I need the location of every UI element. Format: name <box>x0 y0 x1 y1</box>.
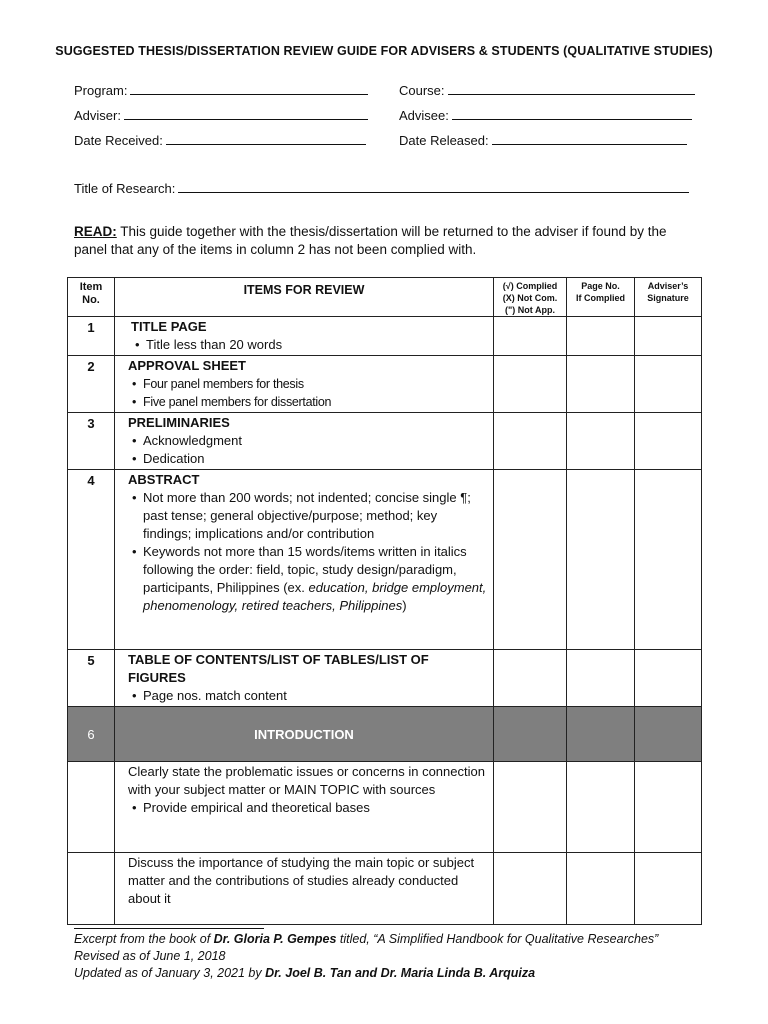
course-label: Course: <box>399 83 445 98</box>
item-number <box>68 762 115 853</box>
date-received-field <box>74 132 366 148</box>
item-content <box>115 762 494 853</box>
review-table <box>67 277 702 925</box>
list-item: • Keywords not more than 15 words/items written in italics following the order: field, topic, study design/paradigm, participants, Philippines (ex. education, bridge employment, phenomenology, retired teachers, Philippines) <box>128 543 487 615</box>
list-item: • Five panel members for dissertation <box>128 393 487 411</box>
advisee-field <box>399 107 692 123</box>
adviser-signature-cell[interactable] <box>635 356 702 413</box>
program-blank-line <box>130 82 368 95</box>
page-title: SUGGESTED THESIS/DISSERTATION REVIEW GUIDE FOR ADVISERS & STUDENTS (QUALITATIVE STUDIES) <box>55 44 713 58</box>
section-title: TABLE OF CONTENTS/LIST OF TABLES/LIST OF FIGURES <box>128 652 429 685</box>
read-text: This guide together with the thesis/dissertation will be returned to the adviser if found by the panel that any of the items in column 2 has not been complied with. <box>74 224 667 257</box>
program-field <box>74 82 368 98</box>
date-released-field <box>399 132 687 148</box>
section-title: ABSTRACT <box>128 472 200 487</box>
section-title: APPROVAL SHEET <box>128 358 246 373</box>
page-no-cell[interactable] <box>567 650 635 707</box>
adviser-blank-line <box>124 107 368 120</box>
table-header-row <box>68 278 702 317</box>
compliance-status-cell[interactable] <box>494 413 567 470</box>
item-content <box>115 317 494 356</box>
advisee-label: Advisee: <box>399 108 449 123</box>
adviser-field <box>74 107 368 123</box>
table-row <box>68 470 702 650</box>
section-title: TITLE PAGE <box>131 319 207 334</box>
course-field <box>399 82 695 98</box>
footer-update-line: Updated as of January 3, 2021 by Dr. Joel B. Tan and Dr. Maria Linda B. Arquiza <box>74 966 536 980</box>
title-of-research-label: Title of Research: <box>74 181 176 196</box>
adviser-label: Adviser: <box>74 108 121 123</box>
table-row <box>68 762 702 853</box>
item-number <box>68 853 115 925</box>
list-item: • Acknowledgment <box>128 432 487 450</box>
item-content <box>115 356 494 413</box>
section-header-row <box>68 707 702 762</box>
compliance-status-cell[interactable] <box>494 650 567 707</box>
page-no-cell[interactable] <box>567 762 635 853</box>
compliance-status-cell <box>494 707 567 762</box>
compliance-status-cell[interactable] <box>494 853 567 925</box>
items-for-review-header: ITEMS FOR REVIEW <box>115 278 494 317</box>
table-row <box>68 650 702 707</box>
list-item: • Title less than 20 words <box>131 336 487 354</box>
item-content <box>115 470 494 650</box>
compliance-status-header: (√) Complied (X) Not Com. (") Not App. <box>494 278 567 317</box>
date-received-blank-line <box>166 132 366 145</box>
date-received-label: Date Received: <box>74 133 163 148</box>
page-no-cell[interactable] <box>567 413 635 470</box>
course-blank-line <box>448 82 695 95</box>
intro-item-text: Discuss the importance of studying the main topic or subject matter and the contributions of studies already conducted about it <box>128 855 475 906</box>
page-no-cell[interactable] <box>567 853 635 925</box>
date-released-label: Date Released: <box>399 133 489 148</box>
item-no-header: Item No. <box>68 278 115 317</box>
list-item: • Four panel members for thesis <box>128 375 487 393</box>
section-title: INTRODUCTION <box>115 707 494 762</box>
item-content <box>115 413 494 470</box>
date-released-blank-line <box>492 132 687 145</box>
item-number: 1 <box>68 317 115 356</box>
footer-revision-line: Revised as of June 1, 2018 <box>74 949 226 963</box>
read-label: READ: <box>74 224 117 239</box>
footer-note <box>74 931 658 982</box>
title-of-research-blank-line <box>178 180 689 193</box>
page-no-cell[interactable] <box>567 317 635 356</box>
compliance-status-cell[interactable] <box>494 356 567 413</box>
item-number: 5 <box>68 650 115 707</box>
program-label: Program: <box>74 83 128 98</box>
page-no-cell[interactable] <box>567 356 635 413</box>
compliance-status-cell[interactable] <box>494 317 567 356</box>
compliance-status-cell[interactable] <box>494 470 567 650</box>
read-note <box>74 223 694 259</box>
table-row <box>68 853 702 925</box>
adviser-signature-cell <box>635 707 702 762</box>
adviser-signature-cell[interactable] <box>635 762 702 853</box>
footer-divider <box>74 928 264 929</box>
list-item: • Provide empirical and theoretical bases <box>128 799 487 817</box>
adviser-signature-cell[interactable] <box>635 413 702 470</box>
adviser-signature-cell[interactable] <box>635 650 702 707</box>
item-number: 2 <box>68 356 115 413</box>
advisee-blank-line <box>452 107 692 120</box>
item-number: 6 <box>68 707 115 762</box>
section-title: PRELIMINARIES <box>128 415 230 430</box>
page-no-header: Page No. If Complied <box>567 278 635 317</box>
item-content <box>115 650 494 707</box>
title-of-research-field <box>74 180 689 196</box>
page-no-cell <box>567 707 635 762</box>
adviser-signature-header: Adviser’s Signature <box>635 278 702 317</box>
table-row <box>68 356 702 413</box>
list-item: • Dedication <box>128 450 487 468</box>
list-item: • Page nos. match content <box>128 687 487 705</box>
list-item: • Not more than 200 words; not indented; concise single ¶; past tense; general objective/purpose; method; key findings; implications and/or contribution <box>128 489 487 543</box>
footer-source-line: Excerpt from the book of Dr. Gloria P. Gempes titled, “A Simplified Handbook for Qualitative Researches” <box>74 932 659 946</box>
table-row <box>68 413 702 470</box>
item-number: 3 <box>68 413 115 470</box>
page-no-cell[interactable] <box>567 470 635 650</box>
intro-item-text: Clearly state the problematic issues or concerns in connection with your subject matter or MAIN TOPIC with sources <box>128 764 485 797</box>
adviser-signature-cell[interactable] <box>635 317 702 356</box>
adviser-signature-cell[interactable] <box>635 853 702 925</box>
item-number: 4 <box>68 470 115 650</box>
table-row <box>68 317 702 356</box>
adviser-signature-cell[interactable] <box>635 470 702 650</box>
compliance-status-cell[interactable] <box>494 762 567 853</box>
item-content <box>115 853 494 925</box>
